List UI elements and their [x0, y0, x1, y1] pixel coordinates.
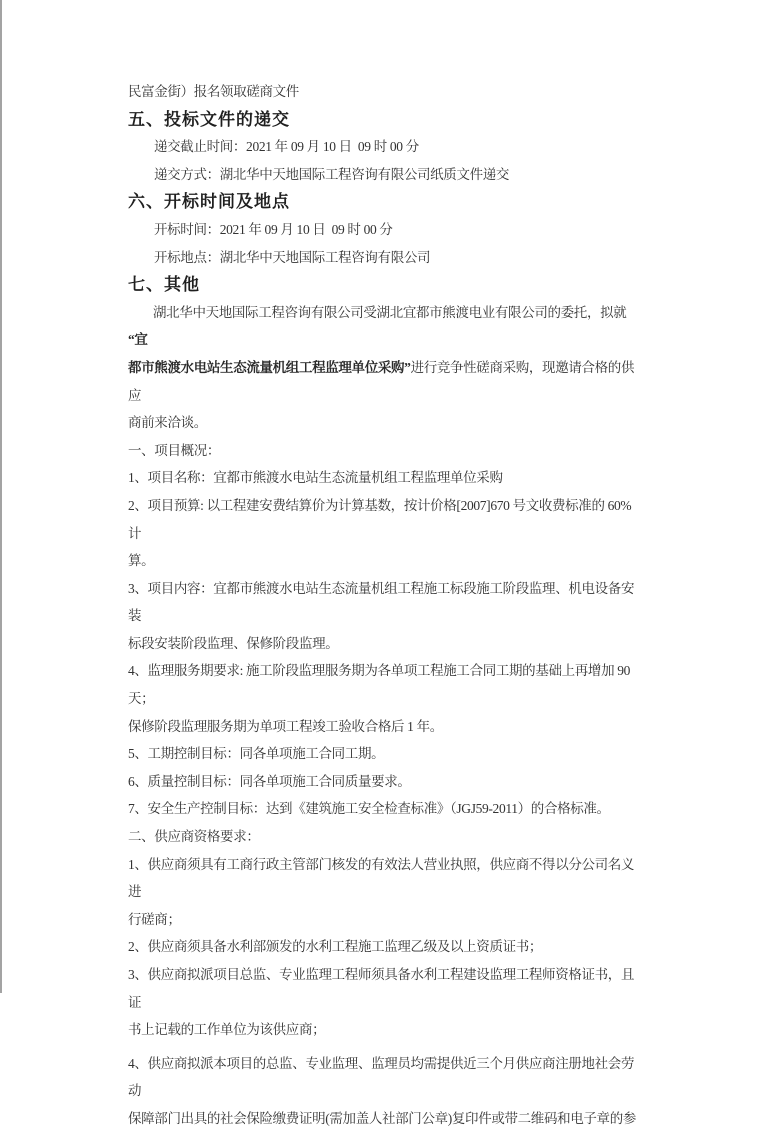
- project-name-bold-start: “宜: [128, 332, 148, 348]
- item-project-budget-line-2: 算。: [128, 553, 155, 569]
- item-schedule-control-target: 5、工期控制目标：同各单项施工合同工期。: [128, 746, 385, 762]
- qualification-item-3-line-1: 3、供应商拟派项目总监、专业监理工程师须具备水利工程建设监理工程师资格证书，且证: [128, 967, 635, 1010]
- project-name-bold-end: 都市熊渡水电站生态流量机组工程监理单位采购”: [128, 359, 411, 375]
- paragraph-entrustment-line-2: [128, 354, 637, 409]
- line-submission-method: 递交方式：湖北华中天地国际工程咨询有限公司纸质文件递交: [154, 166, 510, 182]
- subheading-project-overview: 一、项目概况：: [128, 442, 221, 458]
- paragraph-entrustment-line-1: [128, 299, 637, 354]
- qualification-item-4-line-1: 4、供应商拟派本项目的总监、专业监理、监理员均需提供近三个月供应商注册地社会劳动: [128, 1055, 635, 1099]
- item-project-content-line-2: 标段安装阶段监理、保修阶段监理。: [128, 635, 339, 651]
- entrustment-text-normal: 湖北华中天地国际工程咨询有限公司受湖北宜都市熊渡电业有限公司的委托，拟就: [153, 304, 627, 320]
- item-supervision-service-period-line-1: 4、监理服务期要求: 施工阶段监理服务期为各单项工程施工合同工期的基础上再增加 90 天；: [128, 663, 634, 707]
- qualification-item-1-line-1: 1、供应商须具有工商行政主管部门核发的有效法人营业执照，供应商不得以分公司名义进: [128, 856, 635, 900]
- subheading-supplier-qualification: 二、供应商资格要求：: [128, 829, 260, 845]
- qualification-item-4-line-2: 保障部门出具的社会保险缴费证明(需加盖人社部门公章)复印件或带二维码和电子章的参: [128, 1110, 636, 1126]
- item-quality-control-target: 6、质量控制目标：同各单项施工合同质量要求。: [128, 773, 411, 789]
- item-project-budget-line-1: 2、项目预算: 以工程建安费结算价为计算基数，按计价格[2007]670 号文收费标准的 60%计: [128, 497, 632, 541]
- qualification-item-3-line-2: 书上记载的工作单位为该供应商；: [128, 1022, 326, 1038]
- item-project-content-line-1: 3、项目内容：宜都市熊渡水电站生态流量机组工程施工标段施工阶段监理、机电设备安装: [128, 580, 635, 624]
- qualification-item-1-line-2: 行磋商；: [128, 911, 181, 927]
- line-submission-deadline: 递交截止时间：2021 年 09 月 10 日 09 时 00 分: [154, 139, 419, 155]
- paragraph-entrustment-line-3: 商前来洽谈。: [128, 415, 207, 431]
- heading-section-6-opening-time-place: 六、开标时间及地点: [128, 192, 290, 212]
- heading-section-7-others: 七、其他: [128, 275, 200, 295]
- line-opening-place: 开标地点：湖北华中天地国际工程咨询有限公司: [154, 249, 431, 265]
- line-opening-time: 开标时间：2021 年 09 月 10 日 09 时 00 分: [154, 221, 393, 237]
- item-supervision-service-period-line-2: 保修阶段监理服务期为单项工程竣工验收合格后 1 年。: [128, 718, 443, 734]
- heading-section-5-bid-submission: 五、投标文件的递交: [128, 109, 290, 129]
- qualification-item-2: 2、供应商须具备水利部颁发的水利工程施工监理乙级及以上资质证书；: [128, 939, 543, 955]
- entrustment-text-normal-2: 进行竞争性磋商采购，现邀请合格的供应: [128, 359, 635, 403]
- item-safety-control-target: 7、安全生产控制目标：达到《建筑施工安全检查标准》（JGJ59-2011）的合格标准。: [128, 801, 610, 817]
- scan-left-edge: [0, 0, 2, 993]
- item-project-name: 1、项目名称：宜都市熊渡水电站生态流量机组工程监理单位采购: [128, 470, 503, 486]
- line-continuation-from-previous-page: 民富金街）报名领取磋商文件: [128, 84, 299, 99]
